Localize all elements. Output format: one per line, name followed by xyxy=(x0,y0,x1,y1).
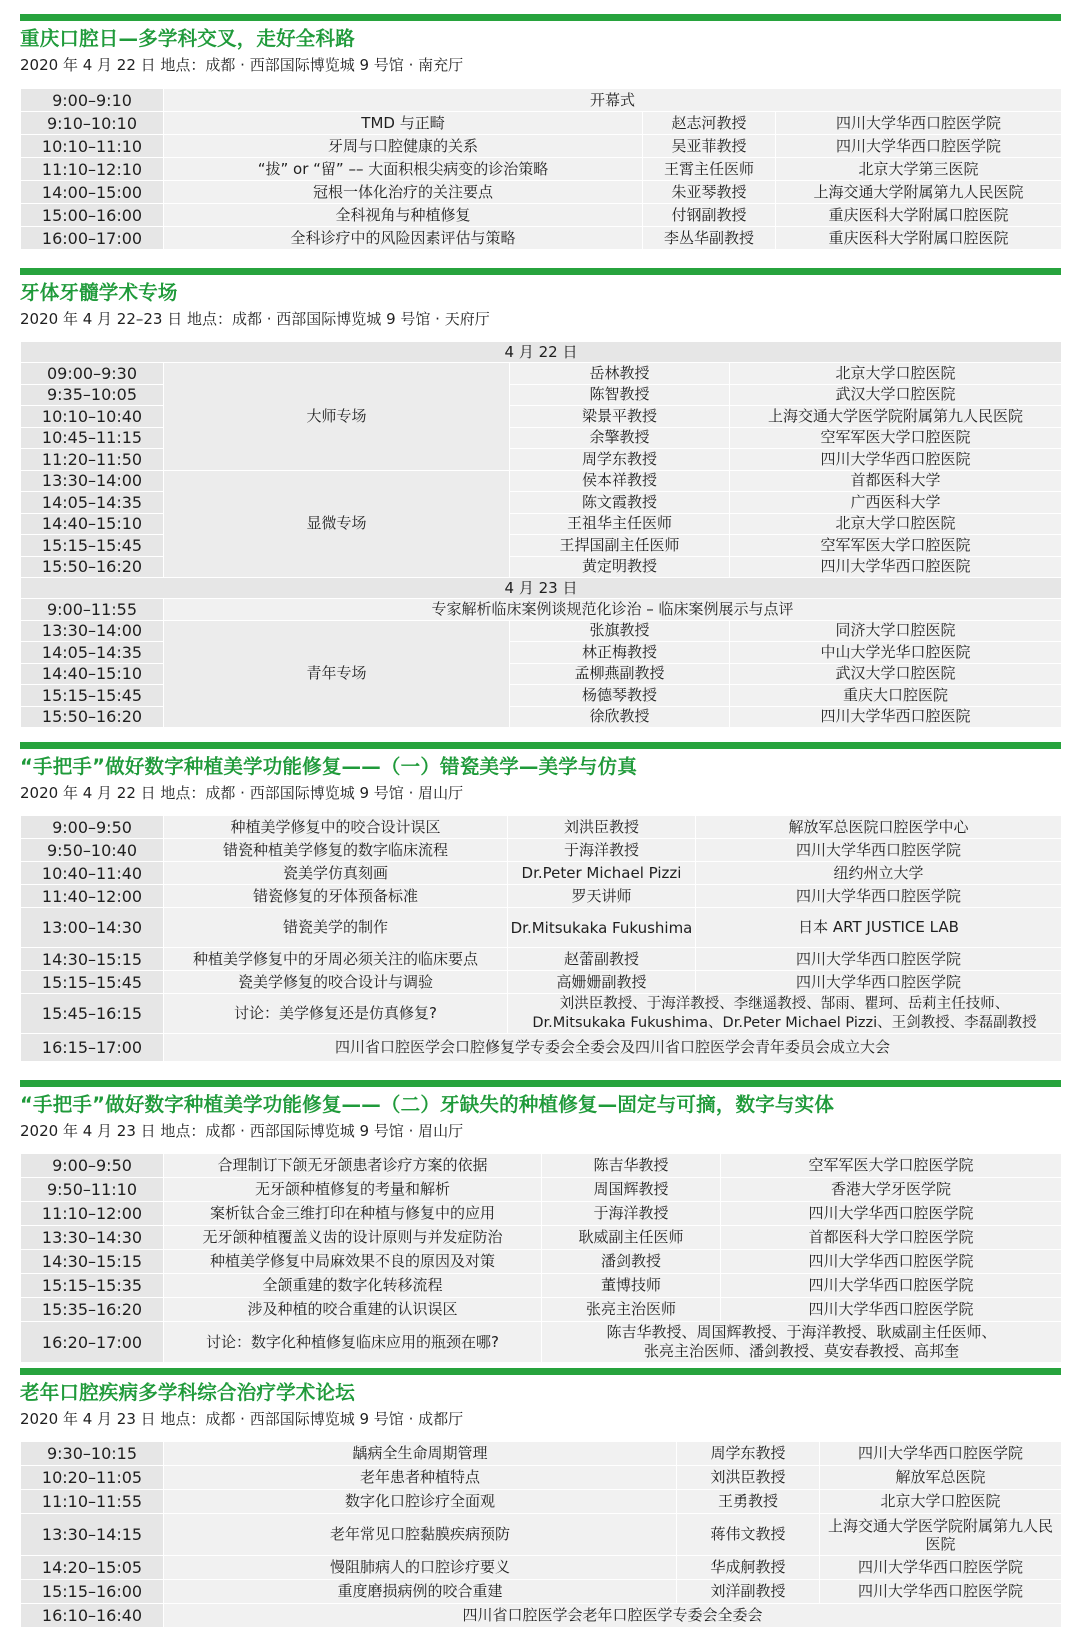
time-cell: 13:30–14:00 xyxy=(21,470,164,492)
panel-line: Dr.Mitsukaka Fukushima、Dr.Peter Michael Pizzi、王剑教授、李磊副教授 xyxy=(532,1014,1037,1031)
speaker-cell: 罗天讲师 xyxy=(508,885,696,908)
org-cell: 首都医科大学口腔医学院 xyxy=(721,1226,1062,1250)
speaker-cell: 陈文霞教授 xyxy=(510,492,730,514)
speaker-cell: 岳林教授 xyxy=(510,363,730,385)
table-row xyxy=(21,158,1062,181)
org-cell: 四川大学华西口腔医学院 xyxy=(696,839,1062,862)
topic-cell: TMD 与正畸 xyxy=(164,112,643,135)
topic-cell: 涉及种植的咬合重建的认识误区 xyxy=(164,1298,542,1322)
time-cell: 13:00–14:30 xyxy=(21,908,164,948)
org-cell: 四川大学华西口腔医院 xyxy=(730,556,1062,578)
speaker-cell: 蒋伟文教授 xyxy=(677,1514,820,1556)
topic-cell: 种植美学修复中的咬合设计误区 xyxy=(164,816,508,839)
table-row xyxy=(21,1514,1062,1556)
org-cell: 日本 ART JUSTICE LAB xyxy=(696,908,1062,948)
topic-cell: 全科视角与种植修复 xyxy=(164,204,643,227)
org-cell: 四川大学华西口腔医学院 xyxy=(696,971,1062,994)
panel-line: 刘洪臣教授、于海洋教授、李继遥教授、郜雨、瞿珂、岳莉主任技师、 xyxy=(559,995,1010,1012)
org-cell: 武汉大学口腔医院 xyxy=(730,663,1062,685)
time-cell: 13:30–14:30 xyxy=(21,1226,164,1250)
table-row xyxy=(21,862,1062,885)
org-cell: 四川大学华西口腔医学院 xyxy=(776,135,1062,158)
speaker-cell: 王祖华主任医师 xyxy=(510,513,730,535)
table-row xyxy=(21,1154,1062,1178)
org-cell: 解放军总医院 xyxy=(820,1466,1062,1490)
table-row xyxy=(21,1490,1062,1514)
speaker-cell: 周国辉教授 xyxy=(542,1178,721,1202)
table-row xyxy=(21,1226,1062,1250)
time-cell: 16:10–16:40 xyxy=(21,1604,164,1628)
org-cell: 四川大学华西口腔医院 xyxy=(730,449,1062,471)
time-cell: 10:10–10:40 xyxy=(21,406,164,428)
section-title: 重庆口腔日—多学科交叉，走好全科路 xyxy=(20,27,355,50)
time-cell: 13:30–14:15 xyxy=(21,1514,164,1556)
topic-cell: 慢阻肺病人的口腔诊疗要义 xyxy=(164,1556,677,1580)
org-cell: 重庆医科大学附属口腔医院 xyxy=(776,227,1062,250)
time-cell: 11:10–11:55 xyxy=(21,1490,164,1514)
table-row xyxy=(21,1178,1062,1202)
speaker-cell: 杨德琴教授 xyxy=(510,685,730,707)
speaker-cell: 侯本祥教授 xyxy=(510,470,730,492)
speaker-cell: 王勇教授 xyxy=(677,1490,820,1514)
topic-cell: 四川省口腔医学会老年口腔医学专委会全委会 xyxy=(164,1604,1062,1628)
time-cell: 15:50–16:20 xyxy=(21,706,164,728)
table-row xyxy=(21,599,1062,621)
table-row xyxy=(21,1202,1062,1226)
speaker-cell: 徐欣教授 xyxy=(510,706,730,728)
time-cell: 14:40–15:10 xyxy=(21,513,164,535)
time-cell: 13:30–14:00 xyxy=(21,620,164,642)
time-cell: 15:00–16:00 xyxy=(21,204,164,227)
topic-cell: 老年患者种植特点 xyxy=(164,1466,677,1490)
topic-cell: 错瓷修复的牙体预备标准 xyxy=(164,885,508,908)
time-cell: 9:50–10:40 xyxy=(21,839,164,862)
table-row xyxy=(21,1322,1062,1363)
speaker-cell: 于海洋教授 xyxy=(542,1202,721,1226)
time-cell: 14:05–14:35 xyxy=(21,642,164,664)
table-row xyxy=(21,204,1062,227)
speaker-cell: 黄定明教授 xyxy=(510,556,730,578)
time-cell: 16:20–17:00 xyxy=(21,1322,164,1363)
speaker-cell: 付钢副教授 xyxy=(643,204,776,227)
section-digital-implant-1 xyxy=(20,742,1061,1057)
org-cell: 解放军总医院口腔医学中心 xyxy=(696,816,1062,839)
group-cell: 青年专场 xyxy=(164,620,510,728)
org-cell: 上海交通大学医学院附属第九人民医院 xyxy=(730,406,1062,428)
speaker-cell: 潘剑教授 xyxy=(542,1250,721,1274)
table-row xyxy=(21,578,1062,599)
org-cell: 四川大学华西口腔医学院 xyxy=(820,1556,1062,1580)
section-meta: 2020 年 4 月 22 日 地点：成都 · 西部国际博览城 9 号馆 · 眉山厅 xyxy=(20,784,464,802)
topic-cell: 无牙颌种植覆盖义齿的设计原则与并发症防治 xyxy=(164,1226,542,1250)
time-cell: 09:00–9:30 xyxy=(21,363,164,385)
speaker-cell: 董博技师 xyxy=(542,1274,721,1298)
topic-cell: 四川省口腔医学会口腔修复学专委会全委会及四川省口腔医学会青年委员会成立大会 xyxy=(164,1034,1062,1062)
org-cell: 四川大学华西口腔医学院 xyxy=(721,1250,1062,1274)
time-cell: 14:00–15:00 xyxy=(21,181,164,204)
org-cell: 四川大学华西口腔医院 xyxy=(730,706,1062,728)
time-cell: 14:30–15:15 xyxy=(21,948,164,971)
time-cell: 10:20–11:05 xyxy=(21,1466,164,1490)
topic-cell: 错瓷种植美学修复的数字临床流程 xyxy=(164,839,508,862)
speaker-cell: 王霄主任医师 xyxy=(643,158,776,181)
org-cell: 四川大学华西口腔医学院 xyxy=(820,1580,1062,1604)
time-cell: 14:40–15:10 xyxy=(21,663,164,685)
org-cell: 四川大学华西口腔医学院 xyxy=(721,1274,1062,1298)
org-cell: 广西医科大学 xyxy=(730,492,1062,514)
speaker-cell: 孟柳燕副教授 xyxy=(510,663,730,685)
table-row xyxy=(21,620,1062,642)
topic-cell: 专家解析临床案例谈规范化诊治 – 临床案例展示与点评 xyxy=(164,599,1062,621)
time-cell: 15:35–16:20 xyxy=(21,1298,164,1322)
speaker-cell: 余擎教授 xyxy=(510,427,730,449)
section-chongqing-oral-day xyxy=(20,14,1061,248)
speaker-cell: 王捍国副主任医师 xyxy=(510,535,730,557)
day-header: 4 月 23 日 xyxy=(21,578,1062,599)
org-cell: 香港大学牙医学院 xyxy=(721,1178,1062,1202)
org-cell: 上海交通大学医学院附属第九人民医院 xyxy=(820,1514,1062,1556)
topic-cell: 合理制订下颌无牙颌患者诊疗方案的依据 xyxy=(164,1154,542,1178)
section-geriatric-oral xyxy=(20,1368,1061,1625)
section-meta: 2020 年 4 月 22–23 日 地点：成都 · 西部国际博览城 9 号馆 · 天府厅 xyxy=(20,310,490,328)
day-header: 4 月 22 日 xyxy=(21,342,1062,363)
section-endodontics xyxy=(20,268,1061,727)
time-cell: 9:00–9:50 xyxy=(21,1154,164,1178)
table-row xyxy=(21,948,1062,971)
topic-cell: 龋病全生命周期管理 xyxy=(164,1442,677,1466)
table-row xyxy=(21,1034,1062,1062)
topic-cell: 重度磨损病例的咬合重建 xyxy=(164,1580,677,1604)
time-cell: 9:00–9:10 xyxy=(21,89,164,112)
table-row xyxy=(21,227,1062,250)
table-row xyxy=(21,89,1062,112)
time-cell: 10:45–11:15 xyxy=(21,427,164,449)
table-row xyxy=(21,816,1062,839)
section-divider xyxy=(20,742,1061,749)
speaker-cell: 张亮主治医师 xyxy=(542,1298,721,1322)
time-cell: 9:50–11:10 xyxy=(21,1178,164,1202)
schedule-table xyxy=(20,88,1062,250)
table-row xyxy=(21,971,1062,994)
table-row xyxy=(21,908,1062,948)
time-cell: 16:00–17:00 xyxy=(21,227,164,250)
time-cell: 14:05–14:35 xyxy=(21,492,164,514)
table-row xyxy=(21,839,1062,862)
speaker-cell: 刘洋副教授 xyxy=(677,1580,820,1604)
time-cell: 11:10–12:10 xyxy=(21,158,164,181)
table-row xyxy=(21,342,1062,363)
org-cell: 北京大学口腔医院 xyxy=(820,1490,1062,1514)
speaker-cell: 周学东教授 xyxy=(677,1442,820,1466)
table-row xyxy=(21,1580,1062,1604)
org-cell: 上海交通大学附属第九人民医院 xyxy=(776,181,1062,204)
speaker-cell: 朱亚琴教授 xyxy=(643,181,776,204)
org-cell: 武汉大学口腔医院 xyxy=(730,384,1062,406)
table-row xyxy=(21,1250,1062,1274)
time-cell: 9:00–9:50 xyxy=(21,816,164,839)
section-digital-implant-2 xyxy=(20,1080,1061,1360)
time-cell: 15:15–16:00 xyxy=(21,1580,164,1604)
org-cell: 空军军医大学口腔医院 xyxy=(730,427,1062,449)
speaker-cell: 华成舸教授 xyxy=(677,1556,820,1580)
section-title: “手把手”做好数字种植美学功能修复——（一）错瓷美学—美学与仿真 xyxy=(20,755,638,778)
org-cell: 四川大学华西口腔医学院 xyxy=(776,112,1062,135)
time-cell: 15:45–16:15 xyxy=(21,994,164,1034)
time-cell: 9:30–10:15 xyxy=(21,1442,164,1466)
speaker-cell: Dr.Mitsukaka Fukushima xyxy=(508,908,696,948)
topic-cell: 全颌重建的数字化转移流程 xyxy=(164,1274,542,1298)
topic-cell: 老年常见口腔黏膜疾病预防 xyxy=(164,1514,677,1556)
speaker-cell: 高姗姗副教授 xyxy=(508,971,696,994)
schedule-table xyxy=(20,815,1062,1062)
speaker-cell: 于海洋教授 xyxy=(508,839,696,862)
speaker-cell: 陈吉华教授 xyxy=(542,1154,721,1178)
time-cell: 9:00–11:55 xyxy=(21,599,164,621)
time-cell: 15:15–15:45 xyxy=(21,685,164,707)
table-row xyxy=(21,1466,1062,1490)
section-divider xyxy=(20,14,1061,21)
topic-cell: 牙周与口腔健康的关系 xyxy=(164,135,643,158)
panel-cell xyxy=(542,1322,1062,1363)
time-cell: 15:15–15:45 xyxy=(21,971,164,994)
panel-line: 张亮主治医师、潘剑教授、莫安春教授、高邦奎 xyxy=(643,1342,959,1360)
org-cell: 空军军医大学口腔医学院 xyxy=(721,1154,1062,1178)
speaker-cell: 吴亚菲教授 xyxy=(643,135,776,158)
time-cell: 14:30–15:15 xyxy=(21,1250,164,1274)
speaker-cell: 赵蕾副教授 xyxy=(508,948,696,971)
time-cell: 15:50–16:20 xyxy=(21,556,164,578)
org-cell: 首都医科大学 xyxy=(730,470,1062,492)
org-cell: 重庆医科大学附属口腔医院 xyxy=(776,204,1062,227)
topic-cell: 开幕式 xyxy=(164,89,1062,112)
org-cell: 四川大学华西口腔医学院 xyxy=(696,885,1062,908)
section-title: “手把手”做好数字种植美学功能修复——（二）牙缺失的种植修复—固定与可摘，数字与实体 xyxy=(20,1093,835,1116)
time-cell: 11:10–12:00 xyxy=(21,1202,164,1226)
time-cell: 11:40–12:00 xyxy=(21,885,164,908)
time-cell: 9:35–10:05 xyxy=(21,384,164,406)
speaker-cell: 林正梅教授 xyxy=(510,642,730,664)
org-cell: 北京大学口腔医院 xyxy=(730,513,1062,535)
topic-cell: 讨论：美学修复还是仿真修复? xyxy=(164,994,508,1034)
schedule-table xyxy=(20,1153,1062,1363)
org-cell: 北京大学口腔医院 xyxy=(730,363,1062,385)
speaker-cell: 耿威副主任医师 xyxy=(542,1226,721,1250)
speaker-cell: 张旗教授 xyxy=(510,620,730,642)
org-cell: 四川大学华西口腔医学院 xyxy=(820,1442,1062,1466)
topic-cell: “拔” or “留” –– 大面积根尖病变的诊治策略 xyxy=(164,158,643,181)
topic-cell: 瓷美学仿真刻画 xyxy=(164,862,508,885)
speaker-cell: Dr.Peter Michael Pizzi xyxy=(508,862,696,885)
table-row xyxy=(21,363,1062,385)
table-row xyxy=(21,1274,1062,1298)
group-cell: 显微专场 xyxy=(164,470,510,578)
time-cell: 10:10–11:10 xyxy=(21,135,164,158)
topic-cell: 瓷美学修复的咬合设计与调验 xyxy=(164,971,508,994)
table-row xyxy=(21,470,1062,492)
topic-cell: 错瓷美学的制作 xyxy=(164,908,508,948)
org-cell: 纽约州立大学 xyxy=(696,862,1062,885)
org-cell: 四川大学华西口腔医学院 xyxy=(721,1298,1062,1322)
speaker-cell: 刘洪臣教授 xyxy=(508,816,696,839)
topic-cell: 全科诊疗中的风险因素评估与策略 xyxy=(164,227,643,250)
section-title: 牙体牙髓学术专场 xyxy=(20,281,178,304)
speaker-cell: 赵志河教授 xyxy=(643,112,776,135)
schedule-table xyxy=(20,341,1062,728)
time-cell: 14:20–15:05 xyxy=(21,1556,164,1580)
topic-cell: 冠根一体化治疗的关注要点 xyxy=(164,181,643,204)
section-meta: 2020 年 4 月 23 日 地点：成都 · 西部国际博览城 9 号馆 · 成都厅 xyxy=(20,1410,464,1428)
time-cell: 15:15–15:35 xyxy=(21,1274,164,1298)
org-cell: 四川大学华西口腔医学院 xyxy=(696,948,1062,971)
section-divider xyxy=(20,268,1061,275)
time-cell: 16:15–17:00 xyxy=(21,1034,164,1062)
org-cell: 北京大学第三医院 xyxy=(776,158,1062,181)
speaker-cell: 李丛华副教授 xyxy=(643,227,776,250)
section-divider xyxy=(20,1080,1061,1087)
speaker-cell: 梁景平教授 xyxy=(510,406,730,428)
time-cell: 11:20–11:50 xyxy=(21,449,164,471)
table-row xyxy=(21,1604,1062,1628)
panel-line: 陈吉华教授、周国辉教授、于海洋教授、耿威副主任医师、 xyxy=(606,1323,997,1341)
speaker-cell: 刘洪臣教授 xyxy=(677,1466,820,1490)
speaker-cell: 陈智教授 xyxy=(510,384,730,406)
topic-cell: 无牙颌种植修复的考量和解析 xyxy=(164,1178,542,1202)
section-title: 老年口腔疾病多学科综合治疗学术论坛 xyxy=(20,1381,355,1404)
org-cell: 同济大学口腔医院 xyxy=(730,620,1062,642)
table-row xyxy=(21,112,1062,135)
topic-cell: 种植美学修复中的牙周必须关注的临床要点 xyxy=(164,948,508,971)
topic-cell: 种植美学修复中局麻效果不良的原因及对策 xyxy=(164,1250,542,1274)
topic-cell: 讨论：数字化种植修复临床应用的瓶颈在哪? xyxy=(164,1322,542,1363)
table-row xyxy=(21,1298,1062,1322)
section-meta: 2020 年 4 月 23 日 地点：成都 · 西部国际博览城 9 号馆 · 眉山厅 xyxy=(20,1122,464,1140)
time-cell: 10:40–11:40 xyxy=(21,862,164,885)
org-cell: 重庆大口腔医院 xyxy=(730,685,1062,707)
org-cell: 中山大学光华口腔医院 xyxy=(730,642,1062,664)
org-cell: 空军军医大学口腔医院 xyxy=(730,535,1062,557)
org-cell: 四川大学华西口腔医学院 xyxy=(721,1202,1062,1226)
table-row xyxy=(21,1556,1062,1580)
speaker-cell: 周学东教授 xyxy=(510,449,730,471)
table-row xyxy=(21,994,1062,1034)
time-cell: 15:15–15:45 xyxy=(21,535,164,557)
topic-cell: 案析钛合金三维打印在种植与修复中的应用 xyxy=(164,1202,542,1226)
panel-cell xyxy=(508,994,1062,1034)
table-row xyxy=(21,885,1062,908)
time-cell: 9:10–10:10 xyxy=(21,112,164,135)
table-row xyxy=(21,135,1062,158)
schedule-table xyxy=(20,1441,1062,1628)
section-meta: 2020 年 4 月 22 日 地点：成都 · 西部国际博览城 9 号馆 · 南充厅 xyxy=(20,56,464,74)
group-cell: 大师专场 xyxy=(164,363,510,471)
table-row xyxy=(21,1442,1062,1466)
table-row xyxy=(21,181,1062,204)
section-divider xyxy=(20,1368,1061,1375)
topic-cell: 数字化口腔诊疗全面观 xyxy=(164,1490,677,1514)
